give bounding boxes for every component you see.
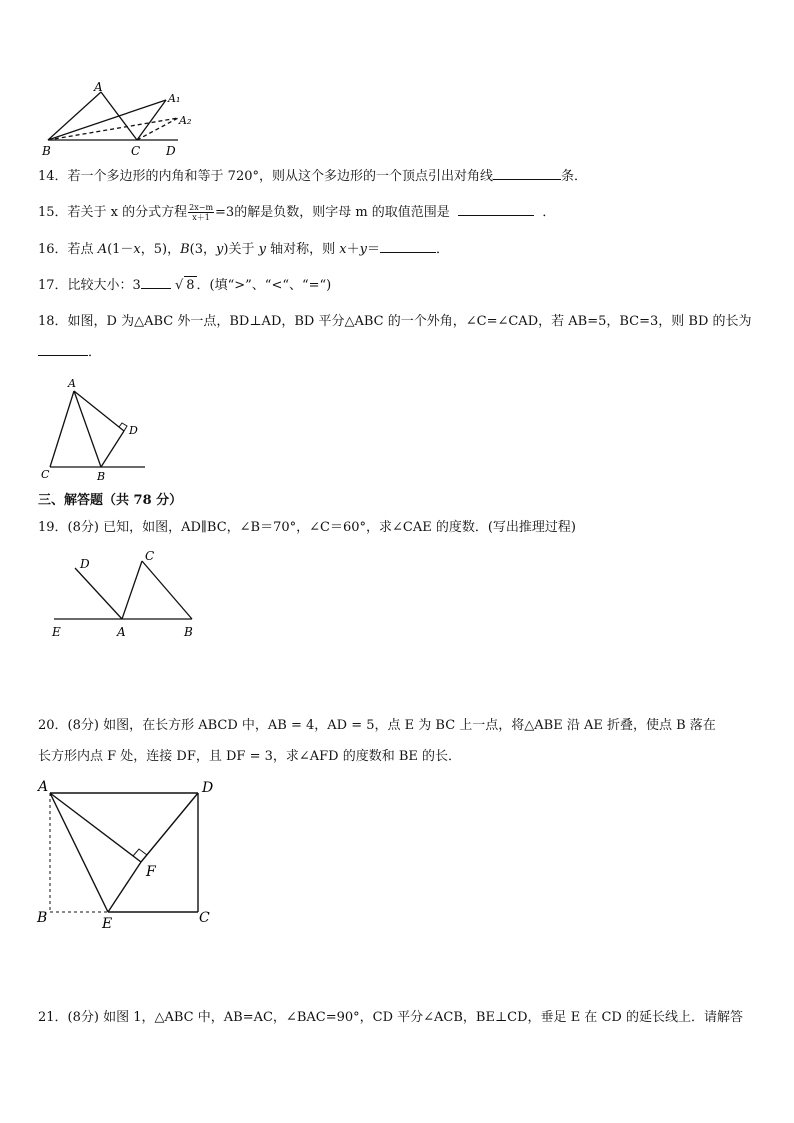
label-A1: A₁	[168, 92, 181, 105]
label-B: B	[42, 144, 51, 158]
question-18-line2: ．	[38, 343, 101, 362]
answer-blank-15[interactable]	[458, 203, 534, 216]
question-18-line1: 18．如图，D 为△ABC 外一点，BD⊥AD，BD 平分△ABC 的一个外角，∠C=∠CAD，若 AB=5，BC=3，则 BD 的长为	[38, 314, 752, 329]
label-A: A	[117, 625, 126, 639]
answer-blank-16[interactable]	[380, 240, 436, 253]
label-B: B	[37, 910, 48, 926]
answer-blank-17[interactable]	[141, 276, 171, 289]
label-A: A	[94, 82, 103, 94]
figure-q20	[36, 776, 221, 934]
label-C: C	[145, 549, 155, 563]
label-C: C	[131, 144, 141, 158]
label-D: D	[129, 424, 138, 437]
label-A2: A₂	[179, 114, 192, 127]
label-D: D	[202, 780, 214, 796]
answer-blank-14[interactable]	[493, 167, 561, 180]
label-F: F	[146, 864, 156, 880]
sqrt-sign: √	[174, 278, 184, 293]
fraction: $\frac{2x-m}{x+1}$	[189, 203, 214, 222]
label-B: B	[97, 470, 106, 483]
figure-q19	[46, 548, 206, 644]
label-C: C	[199, 910, 210, 926]
question-14: 14．若一个多边形的内角和等于 720°，则从这个多边形的一个顶点引出对角线 条．	[38, 169, 588, 184]
label-B: B	[184, 625, 193, 639]
label-D: D	[80, 557, 90, 571]
question-20-line2: 长方形内点 F 处，连接 DF，且 DF = 3，求∠AFD 的度数和 BE 的长．	[38, 749, 462, 764]
question-21: 21．(8分) 如图 1，△ABC 中，AB=AC，∠BAC=90°，CD 平分∠ACB，BE⊥CD，垂足 E 在 CD 的延长线上．请解答	[38, 1010, 743, 1025]
label-E: E	[102, 916, 113, 932]
label-D: D	[166, 144, 176, 158]
label-A: A	[38, 779, 49, 795]
label-E: E	[52, 625, 61, 639]
section-3-title: 三、解答题（共 78 分）	[38, 493, 183, 508]
question-16: 16．若点 A(1－x，5)，B(3，y)关于 y 轴对称，则 x＋y＝ ．	[38, 242, 449, 257]
question-19: 19．(8分) 已知，如图，AD∥BC，∠B＝70°，∠C＝60°，求∠CAE 的度数．(写出推理过程)	[38, 520, 577, 535]
question-17: 17．比较大小：3 √ 8 ．(填“>”、“<“、“=“)	[38, 278, 332, 293]
question-15: 15．若关于 x 的分式方程 $\frac{2x-m}{x+1}$ =3的解是负数，则字母 m 的取值范围是 ．	[38, 203, 556, 222]
label-C: C	[41, 468, 50, 481]
answer-blank-18[interactable]	[38, 343, 88, 356]
question-20-line1: 20．(8分) 如图，在长方形 ABCD 中，AB = 4，AD = 5，点 E 为 BC 上一点，将△ABE 沿 AE 折叠，使点 B 落在	[38, 718, 716, 733]
figure-q18	[38, 376, 150, 484]
figure-q13	[38, 82, 198, 160]
label-A: A	[68, 377, 76, 390]
